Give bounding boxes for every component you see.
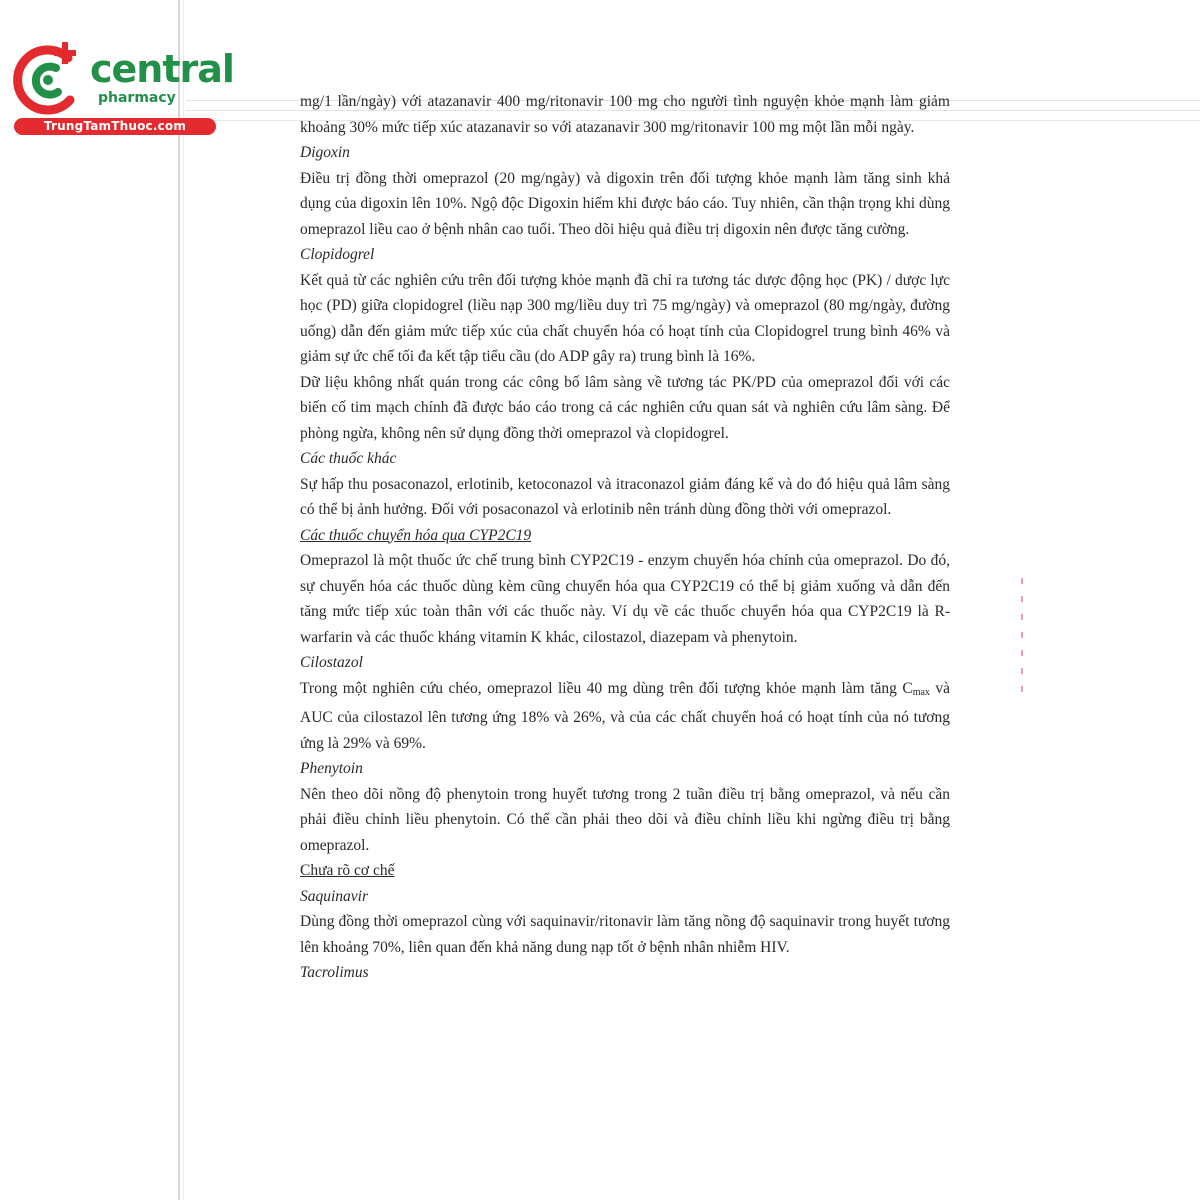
body-paragraph: mg/1 lần/ngày) với atazanavir 400 mg/ritonavir 100 mg cho người tình nguyện khỏe mạnh làm giảm khoảng 30% mức tiếp xúc atazanavir so với atazanavir 300 mg/ritonavir 100 mg một lần mỗi ngày.	[300, 93, 950, 136]
paragraph-text: Trong một nghiên cứu chéo, omeprazol liều 40 mg dùng trên đối tượng khỏe mạnh làm tăng C	[300, 679, 913, 697]
document-body	[300, 89, 950, 986]
section-heading: Clopidogrel	[300, 246, 375, 263]
section-heading: Cilostazol	[300, 654, 363, 671]
body-paragraph	[300, 676, 950, 757]
logo-subtitle: pharmacy	[98, 90, 176, 106]
scan-page-edge	[178, 0, 180, 1200]
subscript-text: max	[912, 686, 930, 698]
website-banner	[14, 118, 216, 135]
body-paragraph: Dùng đồng thời omeprazol cùng với saquinavir/ritonavir làm tăng nồng độ saquinavir trong huyết tương lên khoảng 70%, liên quan đến khả năng dung nạp tốt ở bệnh nhân nhiễm HIV.	[300, 913, 950, 956]
body-paragraph: Nên theo dõi nồng độ phenytoin trong huyết tương trong 2 tuần điều trị bằng omeprazol, và nếu cần phải điều chỉnh liều phenytoin. Có thể cần phải theo dõi và điều chỉnh liều khi ngừng điều trị bằng omeprazol.	[300, 785, 950, 854]
section-heading: Các thuốc chuyển hóa qua CYP2C19	[300, 526, 532, 544]
paragraph-text: và AUC của cilostazol lên tương ứng 18% và 26%, và của các chất chuyển hoá có hoạt tính của nó tương ứng là 29% và 69%.	[300, 679, 950, 752]
pharmacy-cross-icon	[8, 40, 88, 118]
body-paragraph: Omeprazol là một thuốc ức chế trung bình CYP2C19 - enzym chuyển hóa chính của omeprazol. Do đó, sự chuyển hóa các thuốc dùng kèm cũng chuyển hóa qua CYP2C19 có thể bị giảm xuống và dẫn đến tăng mức tiếp xúc toàn thân với các thuốc này. Ví dụ về các thuốc chuyển hóa qua CYP2C19 là R-warfarin và các thuốc kháng vitamin K khác, cilostazol, diazepam và phenytoin.	[300, 552, 950, 646]
logo-wordmark: central	[90, 47, 234, 91]
section-heading: Phenytoin	[300, 760, 363, 777]
body-paragraph: Dữ liệu không nhất quán trong các công bố lâm sàng về tương tác PK/PD của omeprazol đối với các biến cố tim mạch chính đã được báo cáo trong cả các nghiên cứu quan sát và nghiên cứu lâm sàng. Để phòng ngừa, không nên sử dụng đồng thời omeprazol và clopidogrel.	[300, 373, 950, 442]
body-paragraph: Kết quả từ các nghiên cứu trên đối tượng khỏe mạnh đã chỉ ra tương tác dược động học (PK) / dược lực học (PD) giữa clopidogrel (liều nạp 300 mg/liều duy trì 75 mg/ngày) và omeprazol (80 mg/ngày, đường uống) dẫn đến giảm mức tiếp xúc của chất chuyển hóa có hoạt tính của Clopidogrel trung bình 46% và giảm sự ức chế tối đa kết tập tiểu cầu (do ADP gây ra) trung bình là 16%.	[300, 271, 950, 365]
group-heading: Chưa rõ cơ chế	[300, 862, 395, 879]
section-heading: Digoxin	[300, 144, 350, 161]
section-heading: Saquinavir	[300, 887, 369, 905]
website-label: TrungTamThuoc.com	[43, 119, 187, 133]
body-paragraph: Sự hấp thu posaconazol, erlotinib, ketoconazol và itraconazol giảm đáng kể và do đó hiệu quả lâm sàng có thể bị ảnh hưởng. Đối với posaconazol và erlotinib nên tránh dùng đồng thời với omeprazol.	[300, 475, 950, 518]
section-heading: Tacrolimus	[300, 964, 369, 981]
section-heading: Các thuốc khác	[300, 450, 397, 467]
margin-stamp-marks	[1018, 578, 1026, 718]
body-paragraph: Điều trị đồng thời omeprazol (20 mg/ngày) và digoxin trên đối tượng khỏe mạnh làm tăng sinh khả dụng của digoxin lên 10%. Ngộ độc Digoxin hiếm khi được báo cáo. Tuy nhiên, cần thận trọng khi dùng omeprazol liều cao ở bệnh nhân cao tuổi. Theo dõi hiệu quả điều trị digoxin nên được tăng cường.	[300, 169, 950, 238]
scan-page-edge-shadow	[183, 0, 184, 1200]
central-pharmacy-logo[interactable]	[8, 40, 234, 136]
